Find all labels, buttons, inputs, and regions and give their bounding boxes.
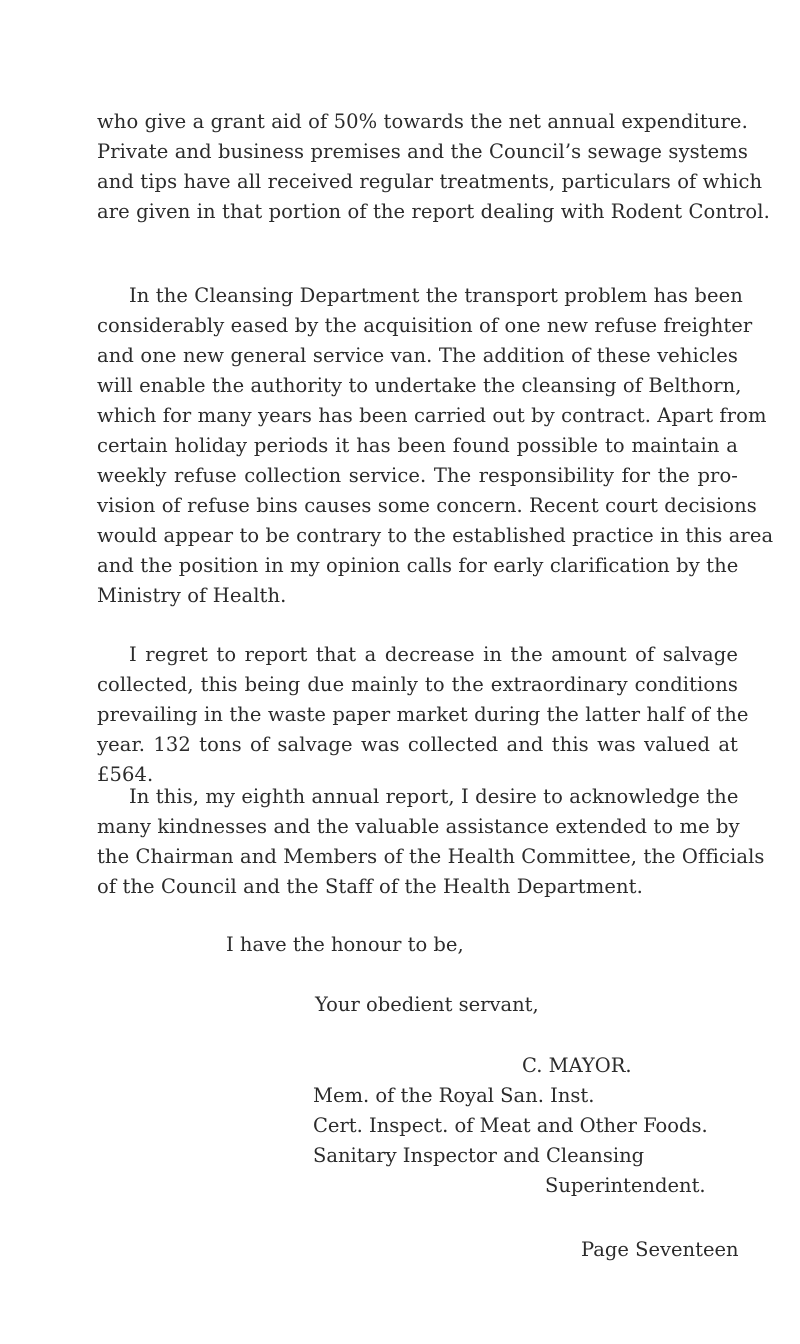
text-line: £564. (97, 763, 154, 786)
paragraph-rodent-control (97, 107, 770, 227)
text-line: In the Cleansing Department the transport problem has been (129, 284, 743, 307)
paragraph-acknowledgements (97, 782, 765, 902)
paragraph-salvage (97, 640, 749, 790)
page-number: Page Seventeen (581, 1238, 739, 1261)
text-line: are given in that portion of the report dealing with Rodent Control. (97, 200, 770, 223)
text-line: prevailing in the waste paper market during the latter half of the (97, 703, 749, 726)
text-line: Ministry of Health. (97, 584, 287, 607)
paragraph-cleansing-department (97, 281, 774, 611)
text-line: In this, my eighth annual report, I desire to acknowledge the (129, 785, 739, 808)
text-line: and tips have all received regular treatments, particulars of which (97, 170, 763, 193)
text-line: and one new general service van. The addition of these vehicles (97, 344, 738, 367)
text-line: weekly refuse collection service. The responsibility for the pro- (97, 464, 738, 487)
closing-servant: Your obedient servant, (315, 993, 539, 1016)
text-line: vision of refuse bins causes some concern. Recent court decisions (97, 494, 757, 517)
text-line: year. 132 tons of salvage was collected and this was valued at (97, 733, 738, 756)
text-line: would appear to be contrary to the established practice in this area (97, 524, 774, 547)
text-line: Private and business premises and the Council’s sewage systems (97, 140, 748, 163)
credential-line: Cert. Inspect. of Meat and Other Foods. (313, 1114, 708, 1137)
text-line: which for many years has been carried out by contract. Apart from (97, 404, 767, 427)
text-line: collected, this being due mainly to the extraordinary conditions (97, 673, 738, 696)
closing-honour: I have the honour to be, (226, 933, 464, 956)
text-line: of the Council and the Staff of the Health Department. (97, 875, 643, 898)
text-line: considerably eased by the acquisition of one new refuse freighter (97, 314, 753, 337)
credential-line: Mem. of the Royal San. Inst. (313, 1084, 595, 1107)
text-line: the Chairman and Members of the Health Committee, the Officials (97, 845, 765, 868)
text-line: certain holiday periods it has been found possible to maintain a (97, 434, 738, 457)
text-line: will enable the authority to undertake the cleansing of Belthorn, (97, 374, 742, 397)
text-line: and the position in my opinion calls for early clarification by the (97, 554, 739, 577)
text-line: who give a grant aid of 50% towards the net annual expenditure. (97, 110, 748, 133)
signature-name: C. MAYOR. (522, 1054, 632, 1077)
credential-line: Sanitary Inspector and Cleansing (313, 1144, 645, 1167)
text-line: I regret to report that a decrease in the amount of salvage (129, 643, 738, 666)
credential-line: Superintendent. (545, 1174, 706, 1197)
text-line: many kindnesses and the valuable assistance extended to me by (97, 815, 740, 838)
